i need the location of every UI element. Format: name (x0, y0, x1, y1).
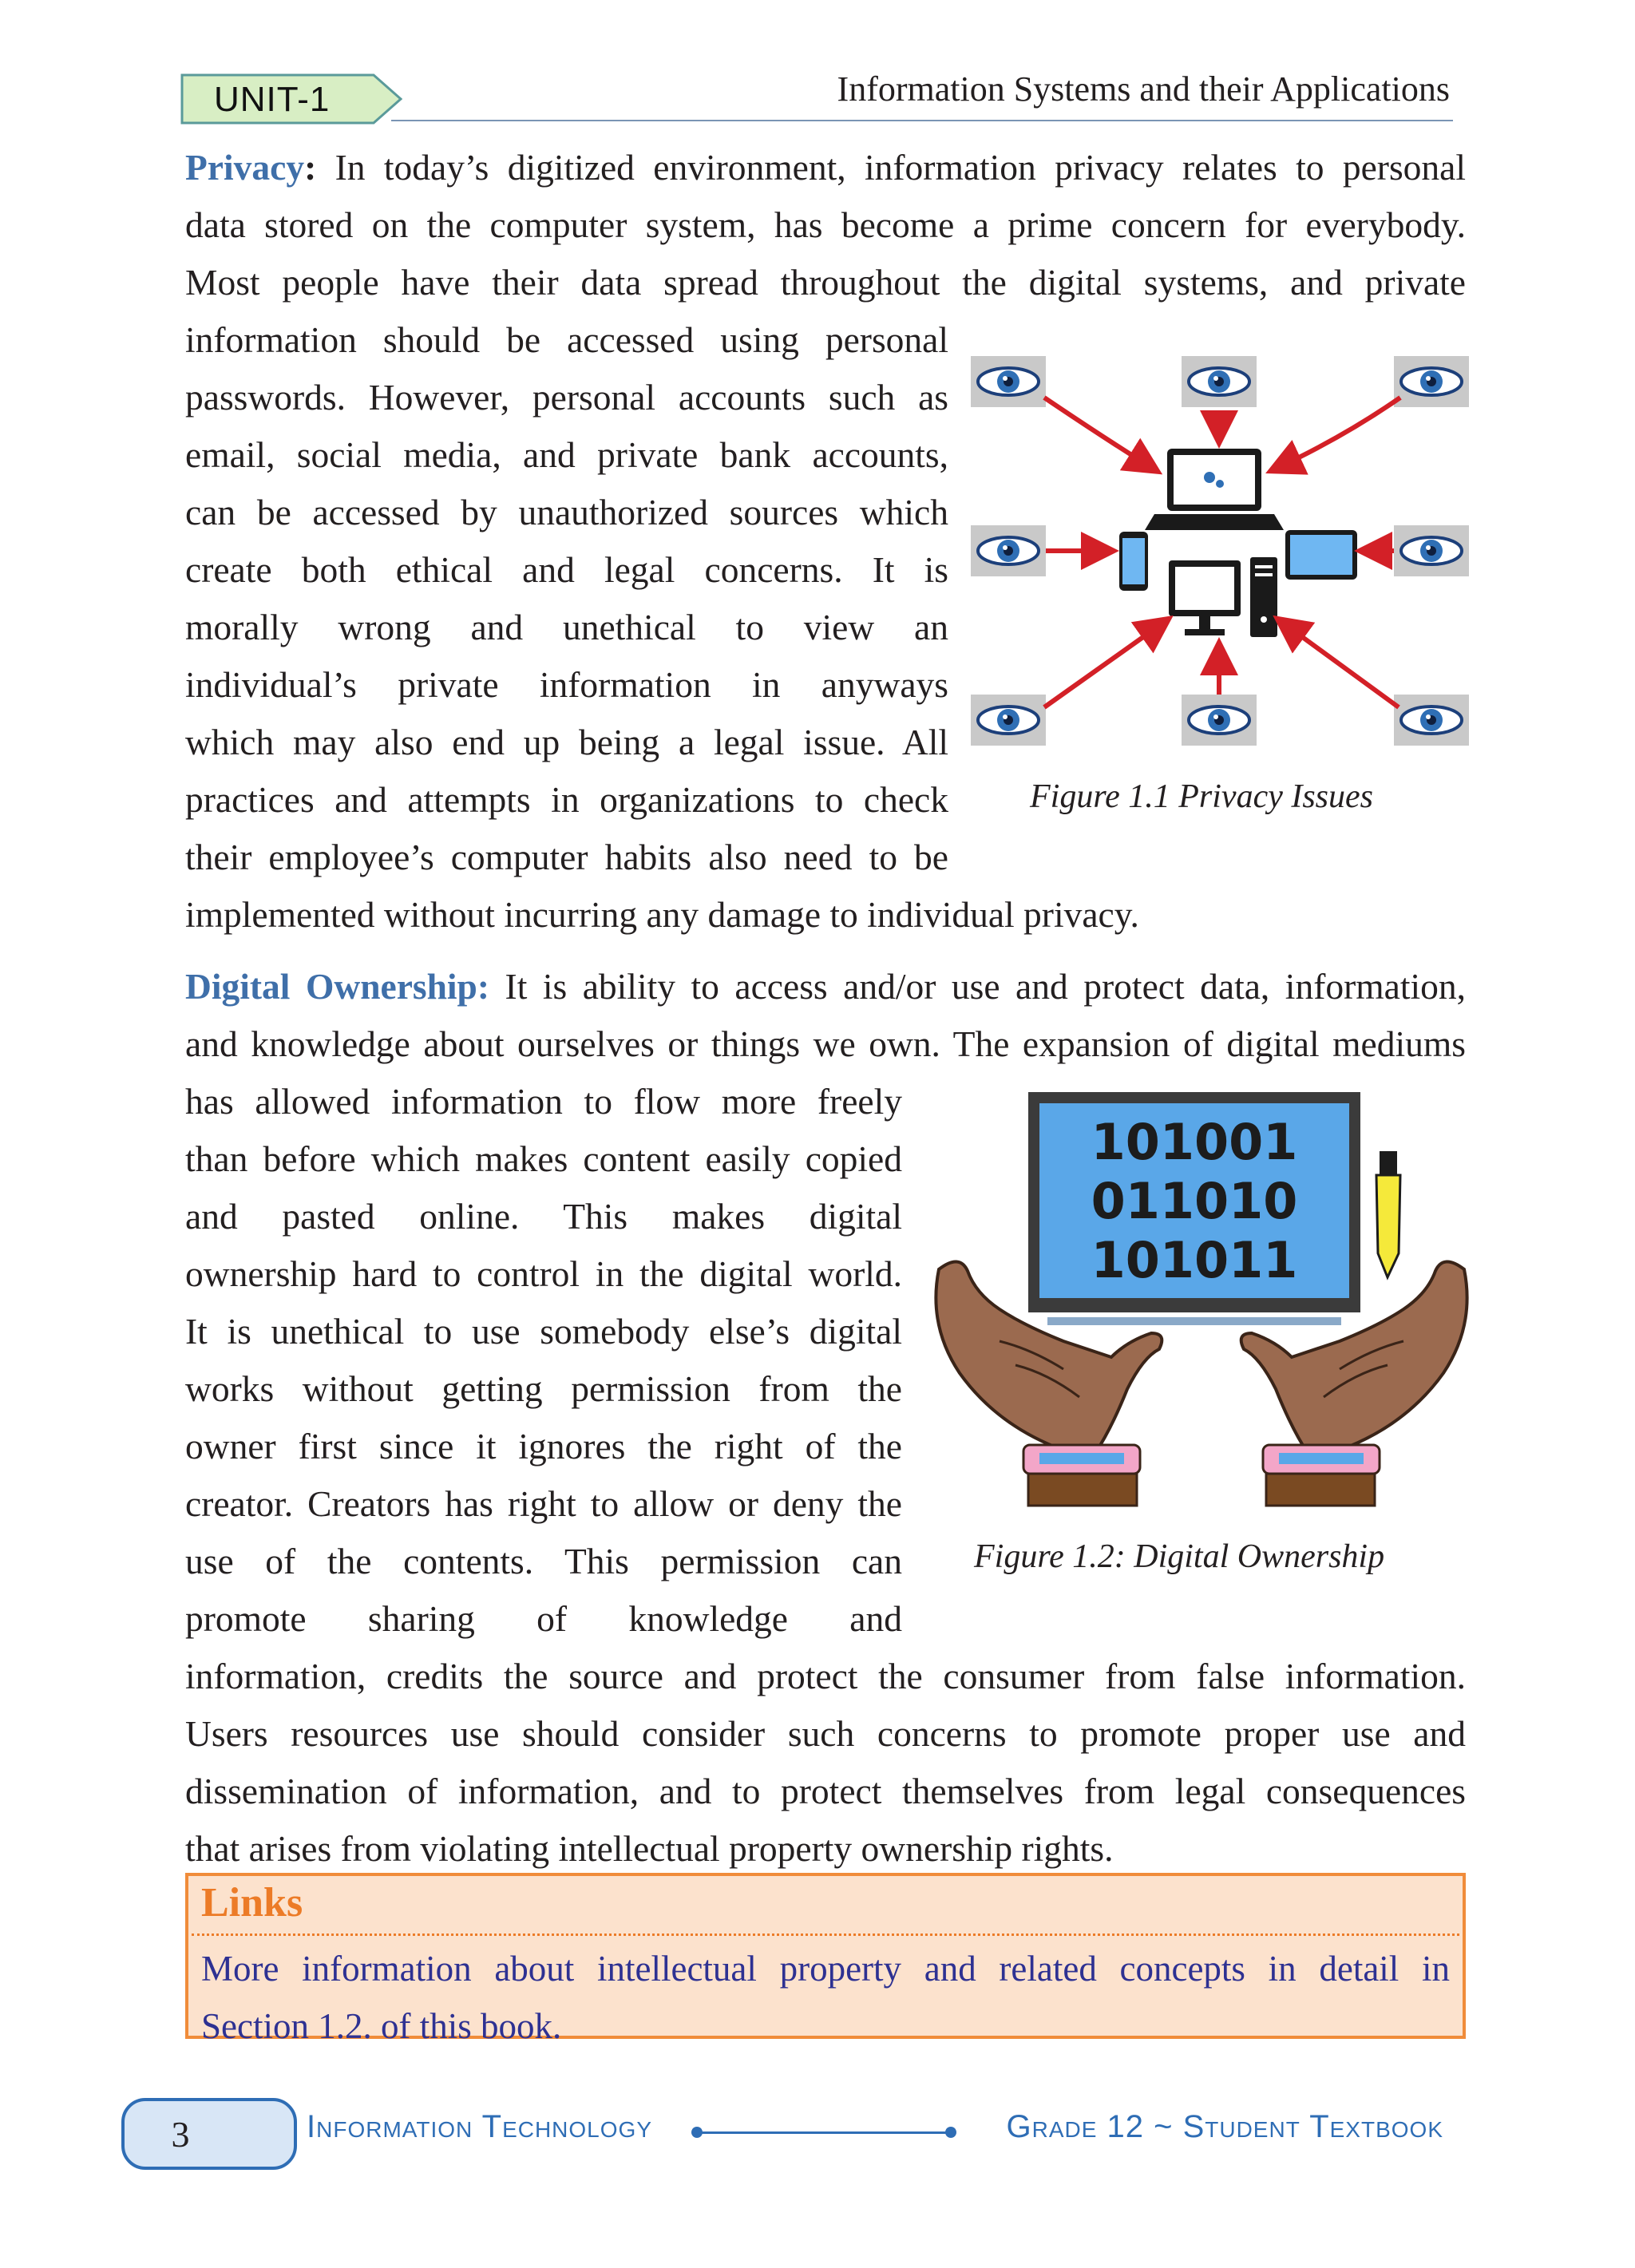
privacy-line-1: Privacy: In today’s digitized environment, information privacy relates to personal (185, 147, 1466, 188)
ownership-paragraph-bottom (185, 1648, 1466, 1878)
ownership-line-10: creator. Creators has right to allow or deny the (185, 1483, 902, 1524)
ownership-line-13: information, credits the source and protect the consumer from false information. (185, 1656, 1466, 1696)
figure-1-2-caption: Figure 1.2: Digital Ownership (974, 1538, 1385, 1575)
binary-line-2: 011010 (1091, 1172, 1298, 1230)
privacy-line-6: email, social media, and private bank accounts, (185, 434, 948, 475)
running-header-title: Information Systems and their Applications (837, 69, 1450, 109)
privacy-line-14: implemented without incurring any damage to individual privacy. (185, 894, 1139, 935)
ownership-line-14: Users resources use should consider such concerns to promote proper use and (185, 1713, 1466, 1754)
page-number: 3 (171, 2114, 190, 2155)
ownership-paragraph-column (185, 1073, 902, 1648)
privacy-line-2: data stored on the computer system, has become a prime concern for everybody. (185, 204, 1466, 245)
ownership-line-3: has allowed information to flow more freely (185, 1081, 902, 1122)
footer-subject: Information Technology (307, 2109, 652, 2144)
privacy-line-3: Most people have their data spread throughout the digital systems, and private (185, 262, 1466, 303)
eye-icon (1182, 356, 1257, 407)
ownership-line-12: promote sharing of knowledge and (185, 1598, 902, 1639)
eye-icon (1182, 695, 1257, 746)
eye-icon (1394, 356, 1469, 407)
phone-icon (1119, 532, 1148, 591)
page-number-badge (121, 2098, 297, 2170)
eye-icon (971, 356, 1046, 407)
unit-label: UNIT-1 (214, 80, 331, 119)
tablet-icon (1285, 530, 1357, 580)
unit-tab (180, 73, 402, 125)
ownership-line-6: ownership hard to control in the digital world. (185, 1253, 902, 1294)
ownership-line-7: It is unethical to use somebody else’s digital (185, 1311, 902, 1352)
footer-dot-right (945, 2127, 956, 2138)
ownership-line-1: Digital Ownership: It is ability to access and/or use and protect data, information, (185, 966, 1466, 1007)
laptop-icon (1145, 449, 1284, 530)
privacy-line-4: information should be accessed using personal (185, 319, 948, 360)
desktop-computer-icon (1169, 557, 1277, 637)
privacy-line-12: practices and attempts in organizations to check (185, 779, 948, 820)
ownership-line-8: works without getting permission from the (185, 1368, 902, 1409)
figure-1-1-caption: Figure 1.1 Privacy Issues (1030, 778, 1374, 815)
ownership-line-16: that arises from violating intellectual property ownership rights. (185, 1828, 1114, 1869)
links-separator (192, 1934, 1459, 1936)
privacy-line-10: individual’s private information in anyways (185, 664, 948, 705)
figure-privacy-issues (968, 350, 1472, 749)
footer-line (698, 2131, 950, 2134)
privacy-paragraph-end (185, 886, 1466, 944)
privacy-line-8: create both ethical and legal concerns. It is (185, 549, 948, 590)
links-text (201, 1940, 1450, 2055)
links-box (185, 1873, 1466, 2046)
ownership-line-11: use of the contents. This permission can (185, 1541, 902, 1581)
figure-digital-ownership (928, 1086, 1475, 1509)
ownership-line-2: and knowledge about ourselves or things we own. The expansion of digital mediums (185, 1023, 1466, 1064)
ownership-heading: Digital Ownership: (185, 966, 490, 1007)
privacy-paragraph-column (185, 311, 948, 886)
ownership-line-9: owner first since it ignores the right of the (185, 1426, 902, 1466)
privacy-line-11: which may also end up being a legal issue. All (185, 722, 948, 762)
ownership-line-15: dissemination of information, and to protect themselves from legal consequences (185, 1771, 1466, 1811)
privacy-line-13: their employee’s computer habits also need to be (185, 837, 948, 877)
privacy-line-5: passwords. However, personal accounts such as (185, 377, 948, 418)
binary-line-3: 101011 (1091, 1231, 1298, 1289)
privacy-paragraph-top (185, 139, 1466, 311)
footer-grade: Grade 12 ~ Student Textbook (1006, 2109, 1443, 2144)
ownership-line-5: and pasted online. This makes digital (185, 1196, 902, 1237)
ownership-line-4: than before which makes content easily copied (185, 1138, 902, 1179)
links-line-1: More information about intellectual property and related concepts in detail in (201, 1949, 1450, 1989)
privacy-line-7: can be accessed by unauthorized sources which (185, 492, 948, 532)
links-line-2: Section 1.2. of this book. (201, 2006, 562, 2046)
privacy-heading: Privacy (185, 147, 305, 188)
binary-line-1: 101001 (1091, 1113, 1298, 1171)
pen-icon (1376, 1151, 1400, 1277)
eye-icon (971, 695, 1046, 746)
ownership-paragraph-top (185, 958, 1466, 1073)
privacy-line-9: morally wrong and unethical to view an (185, 607, 948, 647)
eye-icon (1394, 525, 1469, 576)
header-rule (391, 120, 1453, 121)
links-title: Links (201, 1880, 303, 1926)
eye-icon (971, 525, 1046, 576)
eye-icon (1394, 695, 1469, 746)
